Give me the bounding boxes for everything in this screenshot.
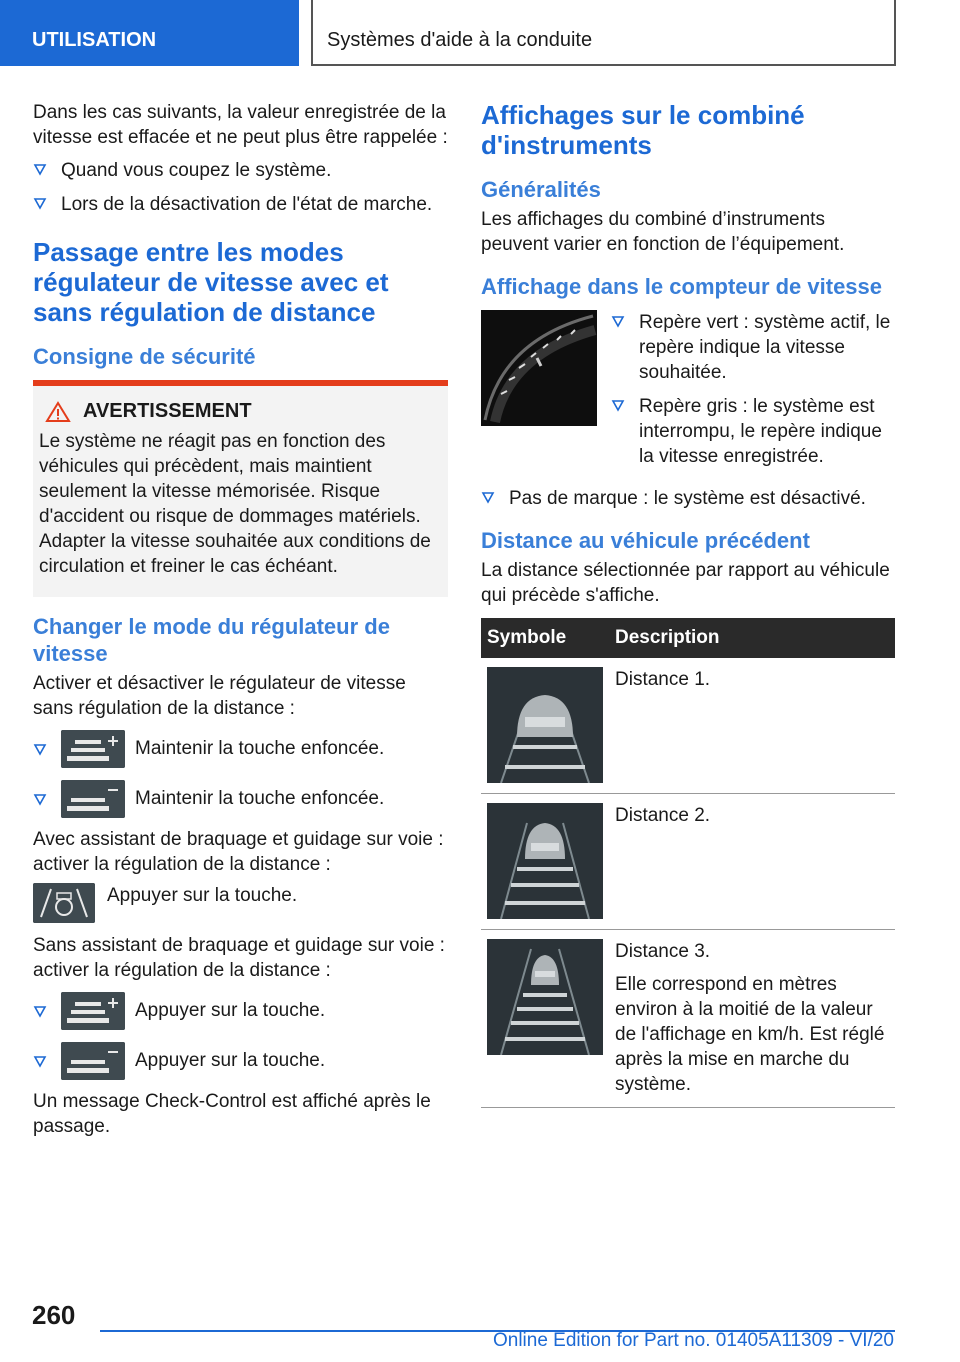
chapter-title: Systèmes d'aide à la conduite: [311, 0, 896, 66]
distance-plus-key-icon: [61, 992, 125, 1030]
press-minus-step: [33, 1039, 448, 1083]
check-control-text: Un message Check-Control est affiché après le passage.: [33, 1091, 431, 1137]
distance-label: Distance 3.: [615, 941, 711, 962]
page-header: [0, 0, 960, 66]
step-label: Appuyer sur la touche.: [135, 1050, 326, 1071]
distance-explanation: Elle correspond en mètres environ à la moitié de la valeur de l'affichage en km/h. Est réglé après la mise en marche du système.: [615, 974, 885, 1095]
column-header-description: Description: [609, 618, 895, 658]
heading-mode-switch: Passage entre les modes régulateur de vitesse avec et sans régulation de distance: [33, 237, 389, 327]
list-item: [611, 310, 895, 385]
page-number: 260: [32, 1300, 76, 1330]
heading-general: Généralités: [481, 177, 601, 202]
edition-text: Online Edition for Part no. 01405A11309 - VI/20: [492, 1330, 894, 1351]
general-text: Les affichages du combiné d’instruments peuvent varier en fonction de l’équipement.: [481, 209, 845, 255]
heading-change-mode: Changer le mode du régulateur de vitesse: [33, 614, 390, 666]
with-assist-text: Avec assistant de braquage et guidage sur voie : activer la régulation de la distance :: [33, 829, 444, 875]
distance-label: Distance 1.: [615, 669, 711, 690]
distance-minus-key-icon: [61, 1042, 125, 1080]
column-header-symbol: Symbole: [481, 618, 609, 658]
table-row: [481, 930, 895, 1108]
list-item-text: Lors de la désactivation de l'état de marche.: [61, 194, 433, 215]
triangle-bullet-icon: [611, 398, 625, 412]
assist-key-step: [33, 883, 448, 923]
change-mode-text: Activer et désactiver le régulateur de vitesse sans régulation de la distance :: [33, 673, 406, 719]
speedometer-list: [611, 310, 895, 478]
symbol-cell: [481, 794, 609, 930]
triangle-bullet-icon: [33, 1054, 47, 1068]
section-tab: UTILISATION: [0, 0, 299, 66]
speedometer-block: [481, 310, 895, 478]
list-item-text: Repère vert : système actif, le repère indique la vitesse souhaitée.: [639, 312, 891, 383]
heading-speedometer: Affichage dans le compteur de vitesse: [481, 274, 883, 299]
speedometer-image: [481, 310, 597, 426]
intro-list: [33, 158, 448, 217]
no-mark-list: [481, 486, 895, 511]
heading-distance: Distance au véhicule précédent: [481, 528, 810, 553]
description-cell: [609, 794, 895, 930]
triangle-bullet-icon: [481, 490, 495, 504]
triangle-bullet-icon: [33, 196, 47, 210]
triangle-bullet-icon: [33, 792, 47, 806]
triangle-bullet-icon: [33, 162, 47, 176]
steering-assist-key-icon: [33, 883, 95, 923]
triangle-bullet-icon: [33, 1004, 47, 1018]
list-item: [481, 486, 895, 511]
distance-3-icon: [487, 939, 603, 1055]
description-cell: [609, 658, 895, 794]
hold-minus-step: [33, 777, 448, 821]
symbol-cell: [481, 930, 609, 1108]
intro-text: Dans les cas suivants, la valeur enregistrée de la vitesse est effacée et ne peut plus être rappelée :: [33, 102, 448, 148]
distance-plus-key-icon: [61, 730, 125, 768]
list-item: [611, 394, 895, 469]
triangle-bullet-icon: [33, 742, 47, 756]
distance-label: Distance 2.: [615, 805, 711, 826]
step-label: Appuyer sur la touche.: [135, 1000, 326, 1021]
right-column: [481, 100, 895, 1108]
without-assist-text: Sans assistant de braquage et guidage sur voie : activer la régulation de la distance :: [33, 935, 445, 981]
list-item-text: Repère gris : le système est interrompu, le repère indique la vitesse enregistrée.: [639, 396, 882, 467]
list-item: [33, 192, 448, 217]
press-plus-step: [33, 989, 448, 1033]
list-item-text: Quand vous coupez le système.: [61, 160, 332, 181]
warning-title: AVERTISSEMENT: [83, 400, 252, 422]
description-cell: [609, 930, 895, 1108]
distance-text: La distance sélectionnée par rapport au véhicule qui précède s'affiche.: [481, 560, 890, 606]
step-label: Maintenir la touche enfoncée.: [135, 788, 385, 809]
table-row: [481, 794, 895, 930]
hold-plus-step: [33, 727, 448, 771]
warning-triangle-icon: [45, 401, 71, 423]
list-item-text: Pas de marque : le système est désactivé.: [509, 488, 866, 509]
heading-displays: Affichages sur le combiné d'instruments: [481, 100, 805, 160]
distance-minus-key-icon: [61, 780, 125, 818]
warning-text: Le système ne réagit pas en fonction des véhicules qui précèdent, mais maintient seulement la vitesse mémorisée. Risque d'accident ou risque de dommages matériels. Adapter la vitesse souhaitée aux conditions de circulation et freiner le cas échéant.: [39, 431, 431, 577]
left-column: [33, 100, 448, 1145]
distance-2-icon: [487, 803, 603, 919]
heading-safety: Consigne de sécurité: [33, 344, 256, 369]
step-label: Maintenir la touche enfoncée.: [135, 738, 385, 759]
list-item: [33, 158, 448, 183]
triangle-bullet-icon: [611, 314, 625, 328]
warning-box: [33, 380, 448, 597]
symbol-cell: [481, 658, 609, 794]
table-header-row: [481, 618, 895, 658]
distance-1-icon: [487, 667, 603, 783]
table-row: [481, 658, 895, 794]
warning-header: [39, 400, 442, 423]
distance-table: [481, 618, 895, 1108]
step-label: Appuyer sur la touche.: [107, 885, 298, 906]
